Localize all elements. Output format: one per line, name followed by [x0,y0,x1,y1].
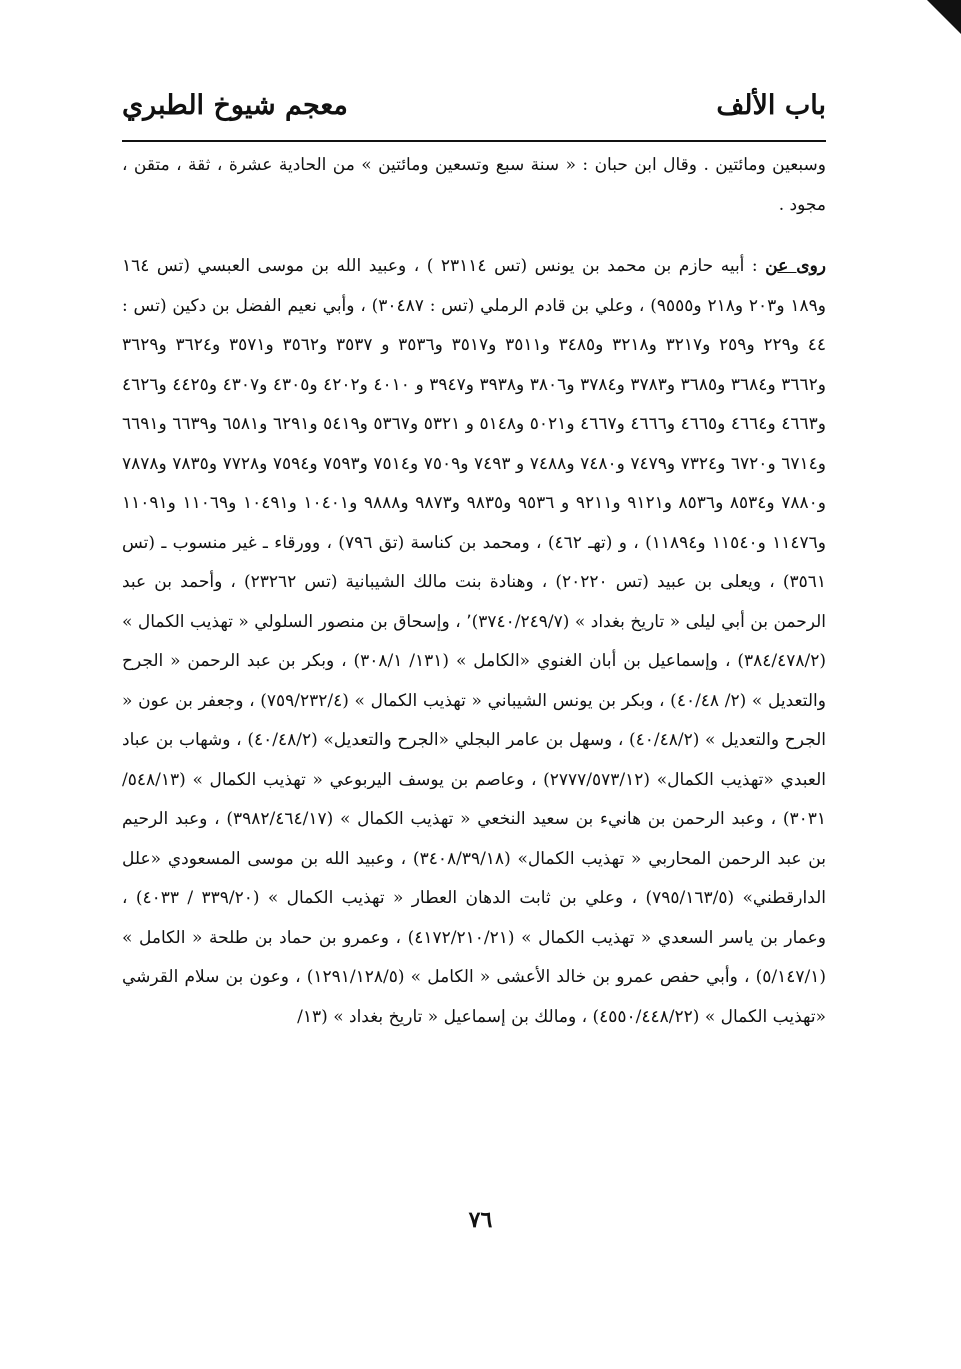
book-title: معجم شيوخ الطبري [122,90,348,121]
intro-paragraph: وسبعين ومائتين . وقال ابن حبان : « سنة سبع وتسعين ومائتين » من الحادية عشرة ، ثقة ، متقن ، مجود . [122,155,826,215]
corner-mark [927,0,961,34]
narration-paragraph [122,247,826,1037]
narration-text: : أبيه حازم بن محمد بن يونس (تس ٢٣١١٤ ) ، وعبيد الله بن موسى العبسي (تس ١٦٤ و١٨٩ و٢٠٣ و٢١٨ و٩٥٥٥) ، وعلي بن قادم الرملي (تس : ٣٠٤٨٧) ، وأبي نعيم الفضل بن دكين (تس : ٤٤ و٢٢٩ و٢٥٩ و٣٢١٧ و٣٢١٨ و٣٤٨٥ و٣٥١١ و٣٥١٧ و٣٥٣٦ و ٣٥٣٧ و٣٥٦٢ و٣٥٧١ و٣٦٢٤ و٣٦٢٩ و٣٦٦٢ و٣٦٨٤ و٣٦٨٥ و٣٧٨٣ و٣٧٨٤ و٣٨٠٦ و٣٩٣٨ و٣٩٤٧ و ٤٠١٠ و٤٢٠٢ و٤٣٠٥ و٤٣٠٧ و٤٤٢٥ و٤٦٢٦ و٤٦٦٣ و٤٦٦٤ و٤٦٦٥ و٤٦٦٦ و٤٦٦٧ و٥٠٢١ و٥١٤٨ و ٥٣٢١ و٥٣٦٧ و٥٤١٩ و٦٢٩١ و٦٥٨١ و٦٦٣٩ و٦٦٩١ و٦٧١٤ و٦٧٢٠ و٧٣٢٤ و٧٤٧٩ و٧٤٨٠ و٧٤٨٨ و ٧٤٩٣ و٧٥٠٩ و٧٥١٤ و٧٥٩٣ و٧٥٩٤ و٧٧٢٨ و٧٨٣٥ و٧٨٧٨ و٧٨٨٠ و٨٥٣٤ و٨٥٣٦ و٩١٢١ و٩٢١١ و ٩٥٣٦ و٩٨٣٥ و٩٨٧٣ و٩٨٨٨ و١٠٤٠١ و١٠٤٩١ و١١٠٦٩ و١١٠٩١ و١١٤٧٦ و١١٥٤٠ و١١٨٩٤) ، و (تهـ ٤٦٢) ، ومحمد بن كناسة (تق ٧٩٦) ، وورقاء ـ غير منسوب ـ (تس ٣٥٦١) ، ويعلى بن عبيد (تس ٢٠٢٢٠) ، وهنادة بنت مالك الشيبانية (تس ٢٣٢٦٢) ، وأحمد بن عبد الرحمن بن أبي ليلى « تاريخ بغداد » (٣٧٤٠/٢٤٩/٧)٬ ، وإسحاق بن منصور السلولي « تهذيب الكمال » (٣٨٤/٤٧٨/٢) ، وإسماعيل بن أبان الغنوي «الكامل » (١٣١/ ٣٠٨/١) ، وبكر بن عبد الرحمن « الجرح والتعديل » (٢/ ٤٠/٤٨) ، وبكر بن يونس الشيباني « تهذيب الكمال » (٧٥٩/٢٣٢/٤) ، وجعفر بن عون « الجرح والتعديل » (٤٠/٤٨/٢) ، وسهل بن عامر البجلي «الجرح والتعديل» (٤٠/٤٨/٢) ، وشهاب بن عباد العبدي «تهذيب الكمال» (٢٧٧٧/٥٧٣/١٢) ، وعاصم بن يوسف اليربوعي « تهذيب الكمال » (٥٤٨/١٣/ ٣٠٣١) ، وعبد الرحمن بن هانيء بن سعيد النخعي « تهذيب الكمال » (٣٩٨٢/٤٦٤/١٧) ، وعبد الرحيم بن عبد الرحمن المحاربي « تهذيب الكمال» (٣٤٠٨/٣٩/١٨) ، وعبيد الله بن موسى المسعودي «علل الدارقطني» (٧٩٥/١٦٣/٥) ، وعلي بن ثابت الدهان العطار « تهذيب الكمال » (٣٣٩/٢٠ / ٤٠٣٣) ، وعمار بن ياسر السعدي « تهذيب الكمال » (٤١٧٢/٢١٠/٢١) ، وعمرو بن حماد بن طلحة « الكامل » (٥/١٤٧/١) ، وأبي حفص عمرو بن خالد الأعشى « الكامل » (١٢٩١/١٢٨/٥) ، وعون بن سلام القرشي «تهذيب الكمال » (٤٥٥٠/٤٤٨/٢٢) ، ومالك بن إسماعيل « تاريخ بغداد » (١٣/ [122,256,827,1027]
page-number: ٧٦ [468,1207,493,1233]
header-rule [122,140,826,142]
narration-lead: روى عن [765,256,826,276]
chapter-title: باب الألف [716,90,826,121]
page-body [122,146,826,1037]
page-header [122,90,826,136]
paragraph-gap [122,225,826,247]
